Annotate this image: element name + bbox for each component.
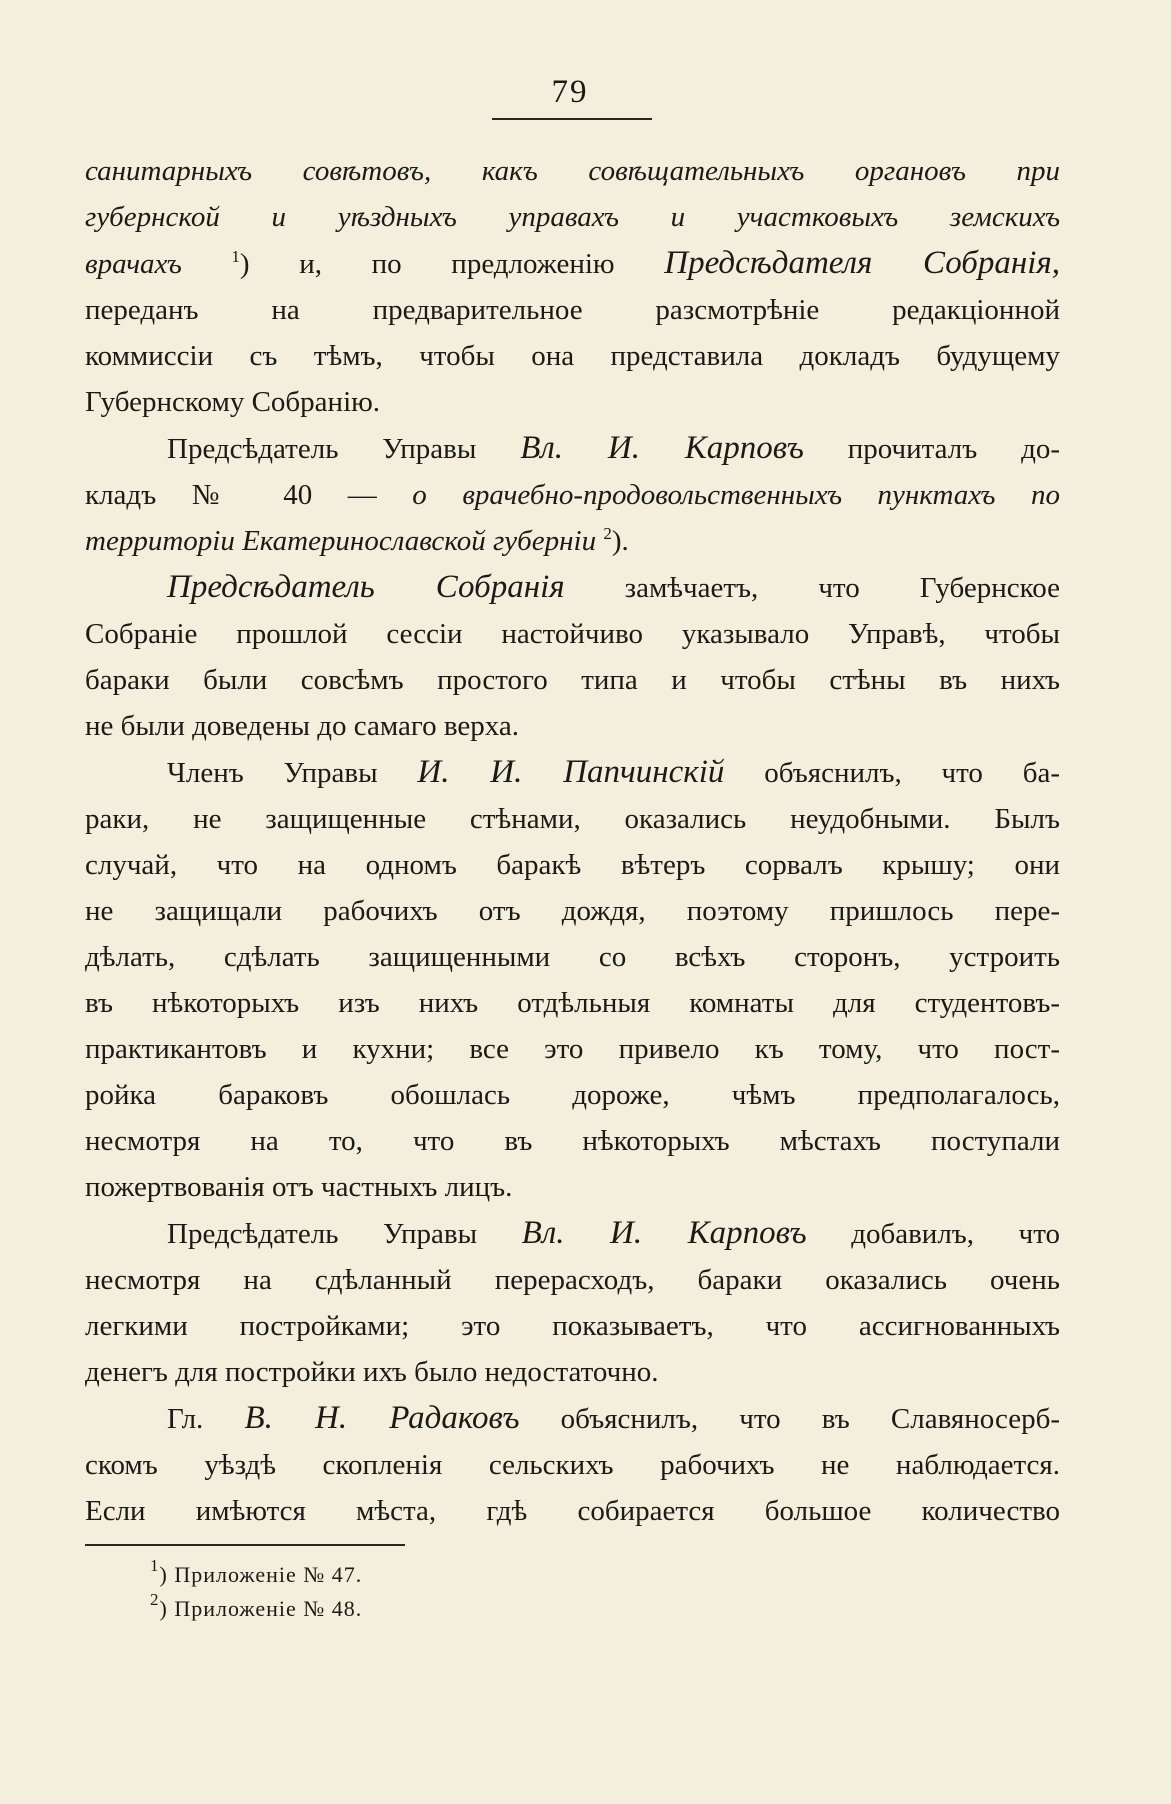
text-line: Предсѣдатель Управы Вл. И. Карповъ добавилъ, что xyxy=(167,1215,1061,1251)
text-line: территоріи Екатеринославской губерніи $^2$). xyxy=(85,524,629,557)
text-line: кладъ № 40 — о врачебно-продовольственныхъ пунктахъ по xyxy=(85,479,1061,511)
text-line: дѣлать, сдѣлать защищенными со всѣхъ сторонъ, устроить xyxy=(85,941,1060,973)
footnote: $^1$) Приложеніе № 47. xyxy=(150,1556,363,1587)
footnotes xyxy=(150,1558,362,1626)
footnote-ref: 2 xyxy=(603,524,612,543)
text-line: коммиссіи съ тѣмъ, чтобы она представила докладъ будущему xyxy=(85,340,1060,372)
body-text xyxy=(85,148,1060,1534)
footnote: $^2$) Приложеніе № 48. xyxy=(150,1590,363,1621)
text-line: губернской и уѣздныхъ управахъ и участковыхъ земскихъ xyxy=(85,201,1060,233)
text-line: несмотря на то, что въ нѣкоторыхъ мѣстахъ поступали xyxy=(85,1125,1060,1157)
person-name: В. Н. Радаковъ xyxy=(244,1400,520,1436)
text-line: раки, не защищенные стѣнами, оказались неудобными. Былъ xyxy=(85,803,1060,835)
text-line: Собраніе прошлой сессіи настойчиво указывало Управѣ, чтобы xyxy=(85,618,1060,650)
text-line: легкими постройками; это показываетъ, что ассигнованныхъ xyxy=(85,1310,1060,1342)
person-name: И. И. Папчинскій xyxy=(417,754,725,790)
header-rule xyxy=(492,118,652,120)
chairman-name: Предсѣдателя Собранія, xyxy=(664,245,1061,281)
text-line: Членъ Управы И. И. Папчинскій объяснилъ, что ба- xyxy=(167,754,1061,790)
text-line: скомъ уѣздѣ скопленія сельскихъ рабочихъ не наблюдается. xyxy=(85,1449,1060,1481)
text-line: ройка бараковъ обошлась дороже, чѣмъ предполагалось, xyxy=(85,1079,1060,1111)
text-line: Предсѣдатель Собранія замѣчаетъ, что Губернское xyxy=(167,569,1060,605)
text-line: не защищали рабочихъ отъ дождя, поэтому пришлось пере- xyxy=(85,895,1060,927)
text-line: пожертвованія отъ частныхъ лицъ. xyxy=(85,1171,513,1203)
text-line: врачахъ $^1$) и, по предложенію Предсѣдателя Собранія, xyxy=(85,245,1061,281)
footnote-rule xyxy=(85,1544,405,1546)
text-line: не были доведены до самаго верха. xyxy=(85,710,519,742)
text-line: Губернскому Собранію. xyxy=(85,386,381,418)
text-line: въ нѣкоторыхъ изъ нихъ отдѣльныя комнаты для студентовъ- xyxy=(85,987,1060,1019)
text-line: Если имѣются мѣста, гдѣ собирается большое количество xyxy=(85,1495,1060,1527)
person-name: Вл. И. Карповъ xyxy=(520,430,804,466)
text-line: несмотря на сдѣланный перерасходъ, бараки оказались очень xyxy=(85,1264,1060,1296)
footnote-ref: 1 xyxy=(231,247,240,266)
text-line: случай, что на одномъ баракѣ вѣтеръ сорвалъ крышу; они xyxy=(85,849,1060,881)
person-name: Вл. И. Карповъ xyxy=(521,1215,807,1251)
text-line: Гл. В. Н. Радаковъ объяснилъ, что въ Славяносерб- xyxy=(167,1400,1060,1436)
text-line: практикантовъ и кухни; все это привело къ тому, что пост- xyxy=(85,1033,1060,1065)
text-line: бараки были совсѣмъ простого типа и чтобы стѣны въ нихъ xyxy=(85,664,1060,696)
page-number: 79 xyxy=(551,74,589,110)
text-line: переданъ на предварительное разсмотрѣніе редакціонной xyxy=(85,294,1060,326)
text-line: санитарныхъ совѣтовъ, какъ совѣщательныхъ органовъ при xyxy=(85,155,1060,187)
text-line: денегъ для постройки ихъ было недостаточно. xyxy=(85,1356,659,1388)
person-name: Предсѣдатель Собранія xyxy=(167,569,565,605)
text-line: Предсѣдатель Управы Вл. И. Карповъ прочиталъ до- xyxy=(167,430,1061,466)
